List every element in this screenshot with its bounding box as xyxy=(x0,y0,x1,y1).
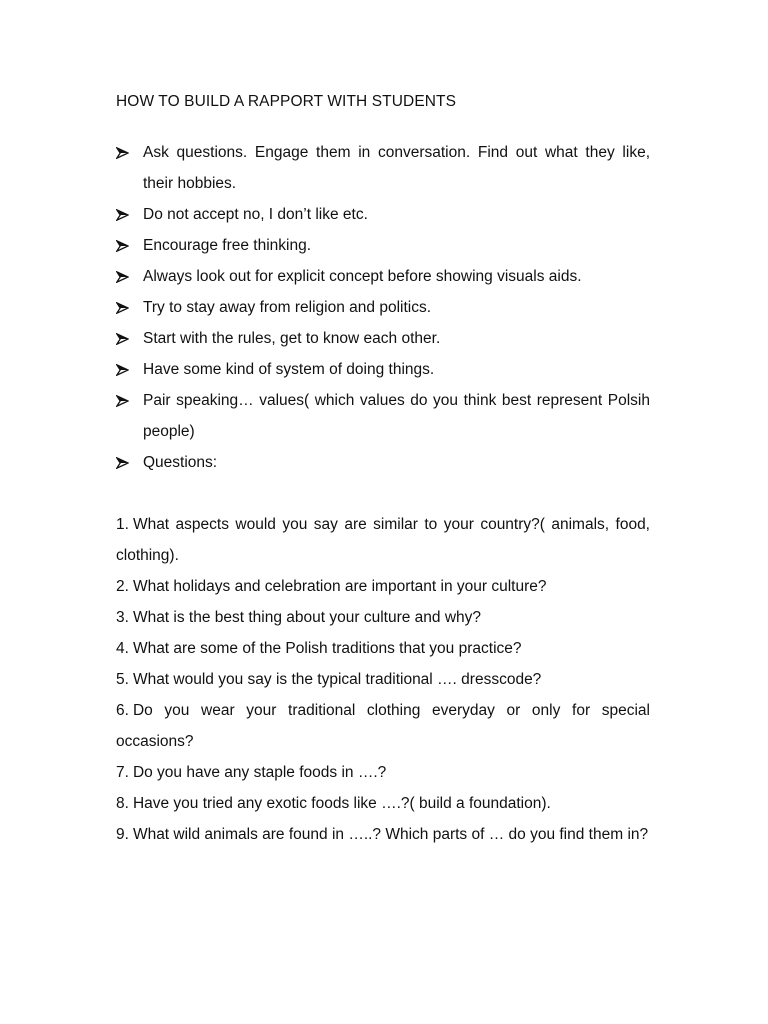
question-number: 6. xyxy=(116,702,129,719)
arrowhead-bullet-icon xyxy=(116,137,130,168)
question-number: 5. xyxy=(116,671,129,688)
list-item xyxy=(116,230,650,261)
arrowhead-bullet-icon xyxy=(116,323,130,354)
list-item xyxy=(116,354,650,385)
list-item-text: Pair speaking… values( which values do you think best represent Polsih people) xyxy=(143,392,650,440)
list-item-text: Always look out for explicit concept before showing visuals aids. xyxy=(143,268,582,285)
question-item xyxy=(116,819,650,850)
document-title: HOW TO BUILD A RAPPORT WITH STUDENTS xyxy=(116,93,457,110)
list-item-text: Questions: xyxy=(143,454,218,471)
question-text: What aspects would you say are similar to your country?( animals, food, clothing). xyxy=(116,516,650,564)
list-item-text: Have some kind of system of doing things. xyxy=(143,361,435,378)
question-item xyxy=(116,664,650,695)
arrowhead-bullet-icon xyxy=(116,230,130,261)
list-item xyxy=(116,137,650,199)
question-text: Do you have any staple foods in ….? xyxy=(132,764,387,781)
list-item xyxy=(116,199,650,230)
question-number: 9. xyxy=(116,826,129,843)
arrowhead-bullet-icon xyxy=(116,385,130,416)
list-item xyxy=(116,323,650,354)
question-number: 8. xyxy=(116,795,129,812)
question-item xyxy=(116,633,650,664)
questions-list xyxy=(116,509,650,850)
list-item-text: Ask questions. Engage them in conversation. Find out what they like, their hobbies. xyxy=(143,144,650,192)
list-item-text: Try to stay away from religion and politics. xyxy=(143,299,432,316)
question-item xyxy=(116,602,650,633)
question-text: What is the best thing about your culture and why? xyxy=(132,609,482,626)
question-text: Have you tried any exotic foods like ….?( build a foundation). xyxy=(132,795,551,812)
blank-line xyxy=(116,478,650,509)
question-item xyxy=(116,788,650,819)
list-item xyxy=(116,447,650,478)
question-item xyxy=(116,509,650,571)
arrowhead-bullet-icon xyxy=(116,292,130,323)
arrowhead-bullet-icon xyxy=(116,261,130,292)
arrowhead-bullet-icon xyxy=(116,447,130,478)
list-item-text: Do not accept no, I don’t like etc. xyxy=(143,206,368,223)
question-text: What would you say is the typical traditional …. dresscode? xyxy=(132,671,542,688)
list-item xyxy=(116,385,650,447)
question-number: 4. xyxy=(116,640,129,657)
question-text: What holidays and celebration are important in your culture? xyxy=(132,578,547,595)
question-number: 3. xyxy=(116,609,129,626)
question-item xyxy=(116,695,650,757)
list-item-text: Encourage free thinking. xyxy=(143,237,312,254)
question-number: 1. xyxy=(116,516,129,533)
document-page xyxy=(116,86,650,850)
question-number: 2. xyxy=(116,578,129,595)
question-text: What wild animals are found in …..? Which parts of … do you find them in? xyxy=(132,826,649,843)
list-item xyxy=(116,261,650,292)
question-text: What are some of the Polish traditions that you practice? xyxy=(132,640,522,657)
list-item-text: Start with the rules, get to know each other. xyxy=(143,330,441,347)
list-item xyxy=(116,292,650,323)
arrowhead-bullet-icon xyxy=(116,199,130,230)
question-item xyxy=(116,571,650,602)
tips-list xyxy=(116,137,650,478)
question-item xyxy=(116,757,650,788)
question-text: Do you wear your traditional clothing everyday or only for special occasions? xyxy=(116,702,650,750)
arrowhead-bullet-icon xyxy=(116,354,130,385)
question-number: 7. xyxy=(116,764,129,781)
